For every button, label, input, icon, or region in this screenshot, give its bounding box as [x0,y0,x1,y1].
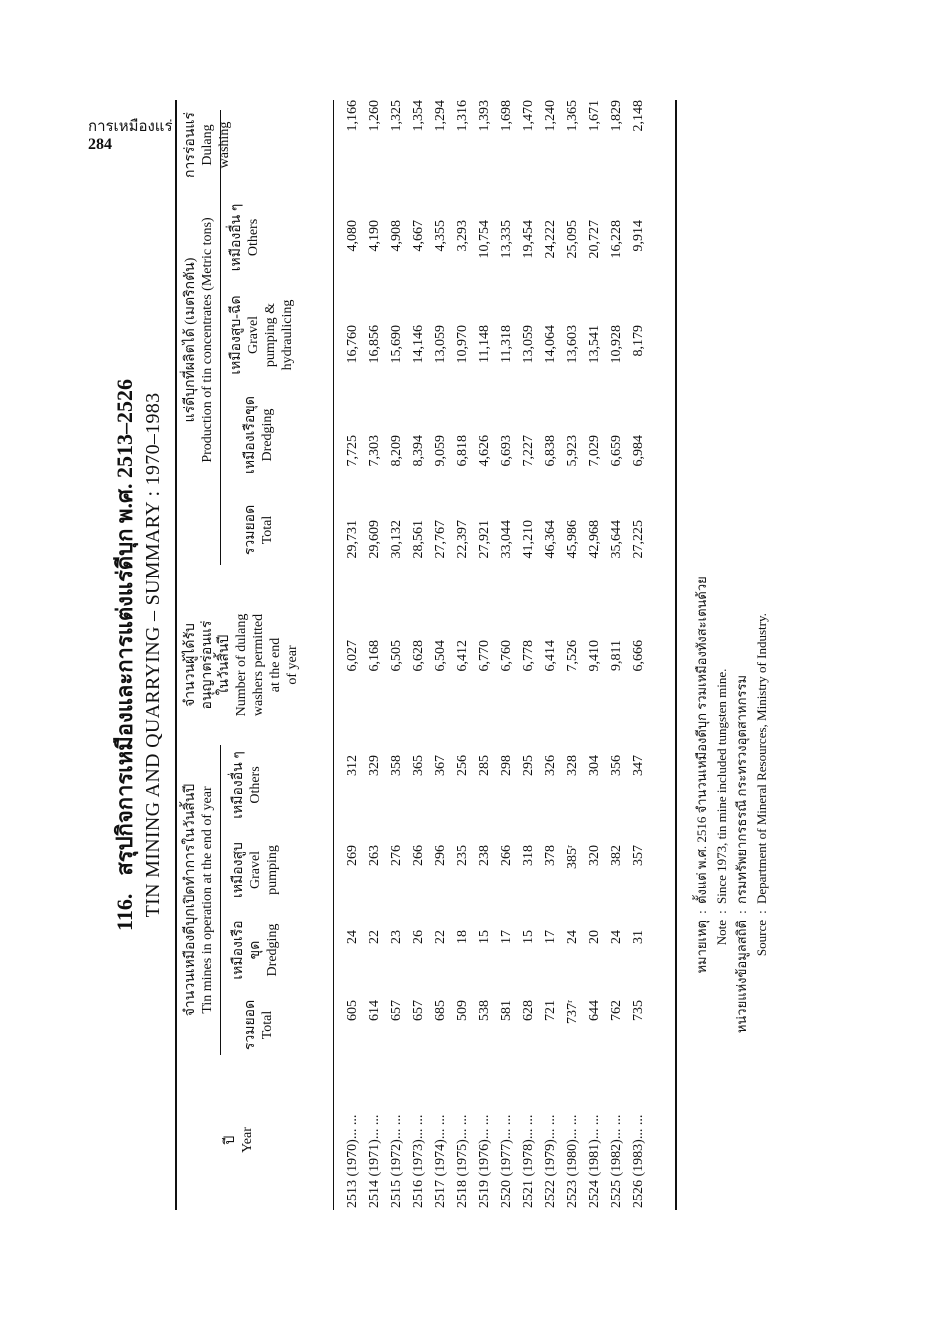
cell-prod-total: 46,364 [543,520,558,559]
col-header-prod-total: รวมยอด Total [243,504,275,556]
cell-prod-dredging: 6,838 [543,435,558,467]
col-header-prod-others: เหมืองอื่น ๆ Others [229,203,261,272]
cell-prod-dredging: 7,227 [521,435,536,467]
cell-mines-dredging: 15 [477,930,492,944]
col-header-mines-others: เหมืองอื่น ๆ Others [231,751,263,819]
cell-prod-gravel: 10,970 [455,325,470,364]
note-en: Note:Since 1973, tin mine included tungsten mine. [714,668,729,946]
cell-mines-gravel: 296 [433,845,448,866]
cell-mines-total: 762 [609,1000,624,1021]
cell-prod-dulang: 1,354 [411,100,426,132]
cell-prod-total: 33,044 [499,520,514,559]
cell-year: 2525 (1982)... ... [609,1114,624,1208]
cell-mines-gravel: 318 [521,845,536,866]
col-header-mines-dredging: เหมืองเรือขุด Dredging [231,920,280,980]
cell-prod-total: 30,132 [389,520,404,559]
cell-mines-others: 295 [521,755,536,776]
table-body [342,100,650,1210]
cell-mines-gravel: 382 [609,845,624,866]
cell-mines-total: 737ʳ [565,1000,580,1025]
data-table [342,100,650,1210]
table-row [518,100,540,1210]
cell-mines-dredging: 26 [411,930,426,944]
cell-washers: 7,526 [565,640,580,672]
cell-prod-gravel: 8,179 [631,325,646,357]
title-english: TIN MINING AND QUARRYING – SUMMARY : 1970–1983 [142,392,164,918]
cell-mines-dredging: 20 [587,930,602,944]
cell-year: 2516 (1973)... ... [411,1114,426,1208]
cell-washers: 9,410 [587,640,602,672]
cell-prod-others: 24,222 [543,220,558,259]
table-row [606,100,628,1210]
cell-mines-total: 628 [521,1000,536,1021]
cell-prod-others: 25,095 [565,220,580,259]
table-row [386,100,408,1210]
cell-washers: 6,770 [477,640,492,672]
cell-prod-total: 41,210 [521,520,536,559]
cell-mines-total: 735 [631,1000,646,1021]
col-header-prod-dulang: การร่อนแร่ Dulang washing [183,112,232,178]
cell-mines-others: 256 [455,755,470,776]
cell-prod-dredging: 6,818 [455,435,470,467]
cell-washers: 6,168 [367,640,382,672]
cell-prod-gravel: 15,690 [389,325,404,364]
cell-prod-gravel: 16,760 [345,325,360,364]
table-row [628,100,650,1210]
cell-mines-gravel: 269 [345,845,360,866]
cell-mines-gravel: 357 [631,845,646,866]
col-header-mines-gravel: เหมืองสูบ Gravel pumping [231,842,280,898]
cell-mines-gravel: 385ʳ [565,845,580,870]
cell-washers: 6,505 [389,640,404,672]
cell-prod-others: 4,355 [433,220,448,252]
cell-prod-total: 42,968 [587,520,602,559]
table-row [364,100,386,1210]
cell-prod-total: 27,767 [433,520,448,559]
cell-mines-dredging: 18 [455,930,470,944]
cell-prod-dredging: 9,059 [433,435,448,467]
table-row [452,100,474,1210]
cell-mines-dredging: 17 [499,930,514,944]
cell-year: 2518 (1975)... ... [455,1114,470,1208]
cell-mines-others: 367 [433,755,448,776]
cell-mines-total: 657 [389,1000,404,1021]
cell-mines-others: 298 [499,755,514,776]
group-header-production: แร่ดีบุกที่ผลิตได้ (เมตริกตัน) Production of tin concentrates (Metric tons) [183,217,215,463]
bottom-rule [675,100,677,1210]
cell-year: 2522 (1979)... ... [543,1114,558,1208]
cell-prod-total: 29,731 [345,520,360,559]
cell-prod-others: 4,667 [411,220,426,252]
cell-year: 2513 (1970)... ... [345,1114,360,1208]
cell-mines-dredging: 17 [543,930,558,944]
cell-prod-others: 19,454 [521,220,536,259]
cell-mines-total: 614 [367,1000,382,1021]
cell-mines-others: 285 [477,755,492,776]
cell-prod-dulang: 1,470 [521,100,536,132]
cell-washers: 9,811 [609,640,624,671]
cell-mines-gravel: 238 [477,845,492,866]
cell-prod-dredging: 7,303 [367,435,382,467]
cell-prod-total: 35,644 [609,520,624,559]
cell-mines-gravel: 320 [587,845,602,866]
cell-prod-others: 3,293 [455,220,470,252]
cell-prod-gravel: 13,059 [521,325,536,364]
table-row [342,100,364,1210]
cell-prod-others: 20,727 [587,220,602,259]
cell-mines-dredging: 24 [345,930,360,944]
cell-prod-dredging: 7,029 [587,435,602,467]
cell-prod-dulang: 1,365 [565,100,580,132]
cell-prod-total: 28,561 [411,520,426,559]
title-thai: สรุปกิจการเหมืองและการแต่งแร่ดีบุก พ.ศ. 2513–2526 [112,379,137,876]
cell-mines-gravel: 235 [455,845,470,866]
cell-prod-dulang: 1,166 [345,100,360,132]
cell-year: 2520 (1977)... ... [499,1114,514,1208]
cell-mines-others: 312 [345,755,360,776]
table-title [110,100,166,1210]
cell-mines-gravel: 276 [389,845,404,866]
cell-prod-others: 4,080 [345,220,360,252]
section-name: การเหมืองแร่ [88,119,173,135]
cell-mines-dredging: 22 [367,930,382,944]
cell-mines-dredging: 24 [609,930,624,944]
table-row [584,100,606,1210]
cell-mines-others: 326 [543,755,558,776]
cell-mines-others: 356 [609,755,624,776]
col-header-prod-gravel: เหมืองสูบ-ฉีด Gravel pumping & hydraulicing [229,295,295,375]
cell-mines-gravel: 378 [543,845,558,866]
cell-prod-gravel: 13,059 [433,325,448,364]
cell-washers: 6,666 [631,640,646,672]
cell-mines-dredging: 22 [433,930,448,944]
cell-prod-dulang: 1,240 [543,100,558,132]
cell-mines-dredging: 24 [565,930,580,944]
cell-prod-gravel: 11,148 [477,325,492,363]
cell-prod-dredging: 5,923 [565,435,580,467]
cell-prod-dulang: 1,294 [433,100,448,132]
top-rule [175,100,177,1210]
cell-year: 2519 (1976)... ... [477,1114,492,1208]
col-header-year: ปี Year [223,1127,255,1153]
cell-prod-dulang: 1,698 [499,100,514,132]
cell-prod-total: 29,609 [367,520,382,559]
cell-prod-total: 45,986 [565,520,580,559]
cell-prod-others: 13,335 [499,220,514,259]
cell-prod-dredging: 6,984 [631,435,646,467]
table-row [408,100,430,1210]
cell-mines-total: 657 [411,1000,426,1021]
cell-prod-dredging: 8,209 [389,435,404,467]
table-row [474,100,496,1210]
cell-mines-total: 644 [587,1000,602,1021]
cell-prod-dredging: 6,659 [609,435,624,467]
cell-mines-gravel: 266 [499,845,514,866]
cell-mines-others: 329 [367,755,382,776]
cell-washers: 6,778 [521,640,536,672]
remark-th: หมายเหตุ:ตั้งแต่ พ.ศ. 2516 จำนวนเหมืองดีบุก รวมเหมืองทังสะเตนด้วย [694,576,709,974]
cell-prod-dulang: 1,671 [587,100,602,132]
cell-prod-total: 27,921 [477,520,492,559]
cell-mines-total: 685 [433,1000,448,1021]
cell-prod-dulang: 1,325 [389,100,404,132]
group-rule-mines [220,745,221,1055]
cell-year: 2517 (1974)... ... [433,1114,448,1208]
cell-washers: 6,628 [411,640,426,672]
table-row [540,100,562,1210]
group-header-mines: จำนวนเหมืองดีบุกเปิดทำการในวันสิ้นปี Tin mines in operation at the end of year [183,783,215,1017]
col-header-mines-total: รวมยอด Total [243,999,275,1051]
cell-mines-gravel: 263 [367,845,382,866]
cell-mines-total: 581 [499,1000,514,1021]
table-number: 116. [112,893,137,931]
cell-prod-gravel: 11,318 [499,325,514,363]
table-row [430,100,452,1210]
cell-prod-gravel: 13,603 [565,325,580,364]
cell-mines-others: 347 [631,755,646,776]
cell-prod-gravel: 14,146 [411,325,426,364]
cell-year: 2523 (1980)... ... [565,1114,580,1208]
cell-prod-dulang: 2,148 [631,100,646,132]
cell-prod-others: 16,228 [609,220,624,259]
cell-prod-dredging: 7,725 [345,435,360,467]
cell-year: 2514 (1971)... ... [367,1114,382,1208]
cell-prod-gravel: 10,928 [609,325,624,364]
source-en: Source:Department of Mineral Resources, Ministry of Industry. [754,613,769,957]
cell-prod-others: 10,754 [477,220,492,259]
rotated-table-sheet [110,100,800,1210]
cell-year: 2521 (1978)... ... [521,1114,536,1208]
cell-prod-dulang: 1,393 [477,100,492,132]
cell-prod-dulang: 1,260 [367,100,382,132]
cell-prod-dredging: 4,626 [477,435,492,467]
cell-prod-dredging: 6,693 [499,435,514,467]
cell-mines-total: 721 [543,1000,558,1021]
cell-year: 2524 (1981)... ... [587,1114,602,1208]
cell-prod-total: 27,225 [631,520,646,559]
cell-prod-dredging: 8,394 [411,435,426,467]
cell-washers: 6,760 [499,640,514,672]
cell-prod-dulang: 1,316 [455,100,470,132]
table-row [562,100,584,1210]
cell-year: 2515 (1972)... ... [389,1114,404,1208]
cell-mines-total: 538 [477,1000,492,1021]
cell-washers: 6,414 [543,640,558,672]
cell-mines-others: 365 [411,755,426,776]
cell-prod-gravel: 14,064 [543,325,558,364]
cell-mines-dredging: 23 [389,930,404,944]
cell-mines-total: 509 [455,1000,470,1021]
page-number: 284 [88,136,112,153]
header-rule [333,100,334,1210]
cell-prod-others: 9,914 [631,220,646,252]
cell-prod-gravel: 16,856 [367,325,382,364]
cell-year: 2526 (1983)... ... [631,1114,646,1208]
cell-prod-dulang: 1,829 [609,100,624,132]
cell-prod-others: 4,190 [367,220,382,252]
cell-washers: 6,027 [345,640,360,672]
cell-mines-others: 358 [389,755,404,776]
cell-mines-dredging: 15 [521,930,536,944]
cell-washers: 6,504 [433,640,448,672]
cell-mines-others: 304 [587,755,602,776]
cell-mines-dredging: 31 [631,930,646,944]
col-header-washers: จำนวนผู้ได้รับ อนุญาตร่อนแร่ ในวันสิ้นปี Number of dulang washers permitted at the end of year [183,613,300,717]
cell-prod-gravel: 13,541 [587,325,602,364]
cell-mines-others: 328 [565,755,580,776]
cell-prod-others: 4,908 [389,220,404,252]
cell-mines-total: 605 [345,1000,360,1021]
col-header-prod-dredging: เหมืองเรือขุด Dredging [243,396,275,474]
source-th: หน่วยแห่งข้อมูลสถิติ:กรมทรัพยากรธรณี กระทรวงอุตสาหกรรม [734,674,749,1034]
cell-washers: 6,412 [455,640,470,672]
cell-mines-gravel: 266 [411,845,426,866]
table-row [496,100,518,1210]
cell-prod-total: 22,397 [455,520,470,559]
